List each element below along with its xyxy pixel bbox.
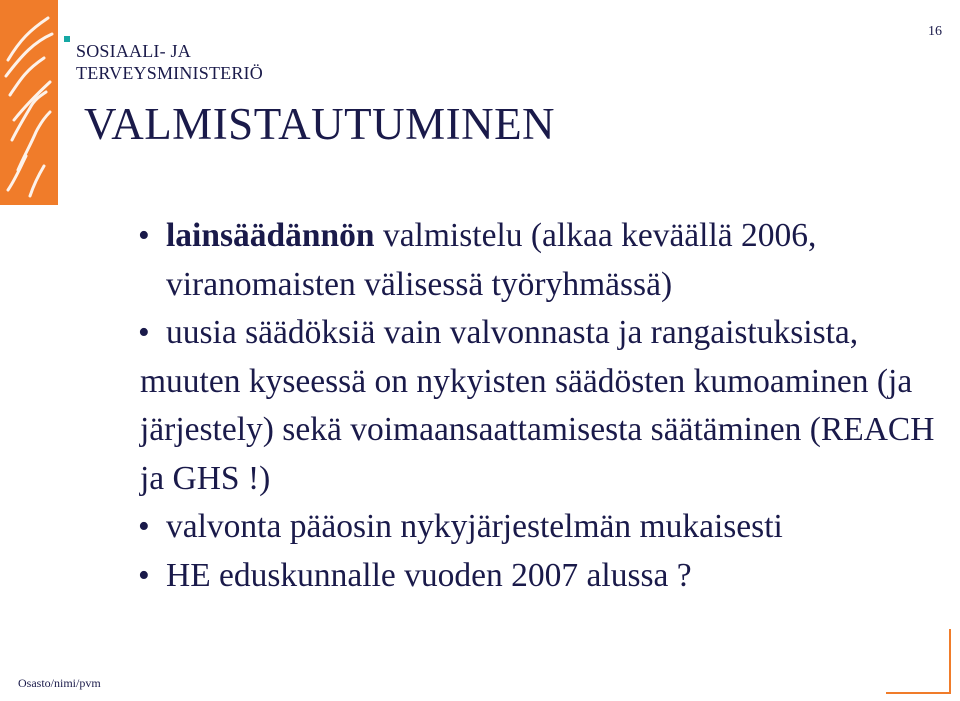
bullet-bold-text: lainsäädännön <box>166 217 375 254</box>
bullet-item <box>140 552 950 601</box>
ministry-mark <box>64 36 70 42</box>
bullet-text: HE eduskunnalle vuoden 2007 alussa ? <box>166 556 692 594</box>
page-number: 16 <box>928 24 942 39</box>
bullet-item <box>140 309 950 503</box>
footer-label: Osasto/nimi/pvm <box>18 676 101 690</box>
ministry-name-line2: TERVEYSMINISTERIÖ <box>76 63 263 83</box>
ministry-name-line1: SOSIAALI- JA <box>76 41 191 61</box>
bullet-text: valvonta pääosin nykyjärjestelmän mukaisesti <box>166 508 783 545</box>
slide-title: VALMISTAUTUMINEN <box>84 99 556 149</box>
bullet-text: uusia säädöksiä vain valvonnasta ja rangaistuksista, muuten kyseessä on nykyisten säädösten kumoaminen (ja järjestely) sekä voimaansaattamisesta säätäminen (REACH ja GHS !) <box>140 314 935 497</box>
ministry-logo-icon <box>0 0 58 205</box>
bullet-text: valmistelu (alkaa keväällä 2006, viranomaisten välisessä työryhmässä) <box>166 217 817 303</box>
corner-decoration <box>884 627 954 697</box>
bullet-item <box>140 212 950 309</box>
ministry-logo <box>0 0 58 205</box>
bullet-list <box>140 212 950 600</box>
ministry-name <box>76 40 263 84</box>
bullet-item <box>140 503 950 552</box>
